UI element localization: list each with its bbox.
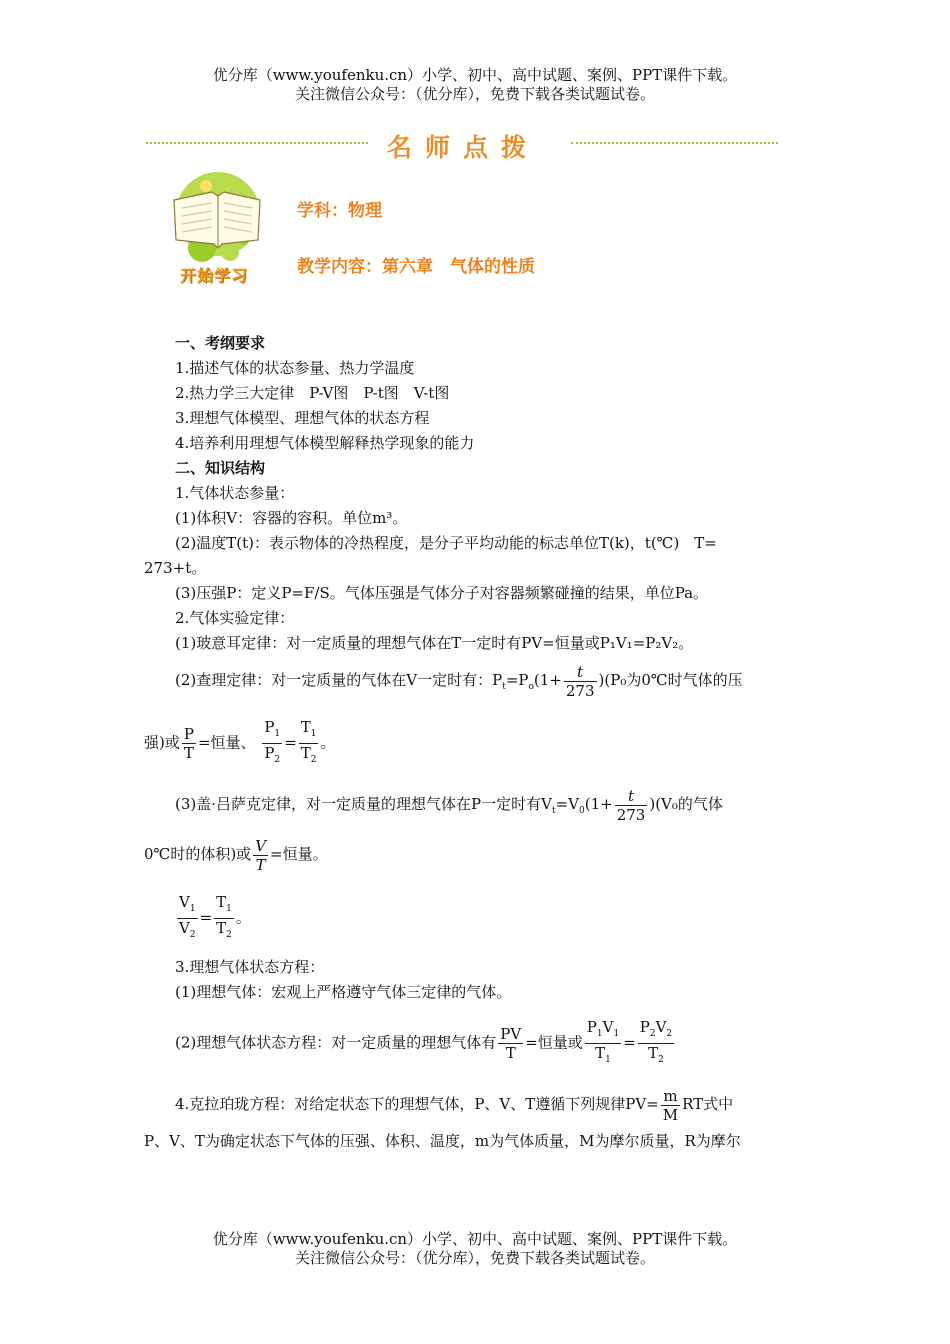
gay-lussac-line: (3)盖·吕萨克定律，对一定质量的理想气体在P一定时有$V_t=V_0(1+$ $\frac{t}{273}$ )(V₀的气体 bbox=[175, 786, 723, 824]
banner-divider-left bbox=[146, 142, 368, 144]
requirement-2: 2.热力学三大定律 P-V图 P-t图 V-t图 bbox=[175, 384, 450, 402]
header-line-2: 关注微信公众号：（优分库），免费下载各类试题试卷。 bbox=[294, 85, 655, 103]
ideal-gas-equation: (2)理想气体状态方程：对一定质量的理想气体有 $\frac{PV}{T}$ =恒量或 $\frac{P_1V_1}{T_1}$ = $\frac{P_2V_2}{T_2}$ bbox=[175, 1018, 676, 1069]
v-over-t: $\frac{V}{T}$ bbox=[255, 836, 267, 874]
charles-ratio-suffix: =恒量、 bbox=[197, 733, 256, 752]
boyle-law: (1)玻意耳定律：对一定质量的理想气体在T一定时有PV=恒量或P₁V₁=P₂V₂。 bbox=[175, 634, 694, 652]
logo-caption: 开始学习 bbox=[180, 266, 249, 285]
p1v1-over-t1: $\frac{P_1V_1}{T_1}$ bbox=[586, 1018, 620, 1065]
charles-law-text: (2)查理定律：对一定质量的气体在V一定时有：P bbox=[175, 671, 503, 689]
gay-lussac-ratio-prefix: 0℃时的体积)或 bbox=[144, 845, 252, 863]
knowledge-2: 2.气体实验定律： bbox=[175, 609, 295, 627]
section-banner bbox=[146, 128, 778, 162]
header-line-1: 优分库（www.youfenku.cn）小学、初中、高中试题、案例、PPT课件下载。 bbox=[212, 66, 738, 84]
page-header bbox=[0, 66, 950, 104]
gay-lussac-ratio-suffix: =恒量。 bbox=[270, 845, 328, 863]
footer-line-1: 优分库（www.youfenku.cn）小学、初中、高中试题、案例、PPT课件下载。 bbox=[212, 1230, 738, 1248]
requirement-4: 4.培养利用理想气体模型解释热学现象的能力 bbox=[175, 434, 475, 452]
gay-lussac-ratio bbox=[144, 832, 328, 876]
banner-title: 名师点拨 bbox=[386, 133, 539, 162]
clapeyron-text: 4.克拉珀珑方程：对给定状态下的理想气体，P、V、T遵循下列规律PV= bbox=[175, 1095, 659, 1113]
start-learning-logo bbox=[160, 170, 272, 290]
charles-law-ratio: 强)或 $\frac{P}{T}$ =恒量、 $\frac{P_1}{P_2}$ = $\frac{T_1}{T_2}$ 。 bbox=[144, 718, 335, 769]
section-2-title: 二、知识结构 bbox=[175, 459, 266, 477]
p-over-t: $\frac{P}{T}$ bbox=[183, 725, 194, 762]
charles-law-line: (2)查理定律：对一定质量的气体在V一定时有：$P_t=P_o(1+$ $\frac{t}{273}$ )(P₀为0℃时气体的压 bbox=[175, 662, 743, 700]
charles-fraction: $\frac{t}{273}$ bbox=[565, 662, 595, 700]
ideal-gas-mid: =恒量或 bbox=[525, 1033, 583, 1052]
subject-label: 学科：物理 bbox=[297, 201, 382, 221]
page-footer bbox=[0, 1230, 950, 1268]
requirement-1: 1.描述气体的状态参量、热力学温度 bbox=[175, 359, 415, 377]
t1-over-t2-b: $\frac{T_1}{T_2}$ bbox=[216, 893, 232, 940]
clapeyron-suffix: RT式中 bbox=[682, 1095, 734, 1113]
knowledge-1-2b: 273+t。 bbox=[144, 559, 207, 577]
gay-lussac-fraction: $\frac{t}{273}$ bbox=[616, 786, 646, 824]
content-label: 教学内容：第六章 气体的性质 bbox=[297, 257, 535, 277]
section-1-title: 一、考纲要求 bbox=[175, 334, 266, 352]
gay-lussac-note: (V₀的气体 bbox=[655, 795, 723, 813]
open-book-icon bbox=[160, 170, 272, 266]
charles-ratio-prefix: 强)或 bbox=[144, 733, 180, 752]
knowledge-1-1: (1)体积V：容器的容积。单位m³。 bbox=[175, 509, 408, 527]
knowledge-3: 3.理想气体状态方程： bbox=[175, 958, 325, 976]
knowledge-1-2a: (2)温度T(t)：表示物体的冷热程度，是分子平均动能的标志单位T(k)，t(℃) T= bbox=[175, 534, 717, 552]
gay-lussac-text: (3)盖·吕萨克定律，对一定质量的理想气体在P一定时有V bbox=[175, 795, 552, 813]
t1-over-t2: $\frac{T_1}{T_2}$ bbox=[300, 718, 317, 765]
knowledge-1-3: (3)压强P：定义P=F/S。气体压强是气体分子对容器频繁碰撞的结果，单位Pa。 bbox=[175, 584, 709, 602]
clapeyron-equation bbox=[175, 1082, 733, 1126]
p1-over-p2: $\frac{P_1}{P_2}$ bbox=[264, 718, 281, 765]
requirement-3: 3.理想气体模型、理想气体的状态方程 bbox=[175, 409, 430, 427]
m-over-M: $\frac{m}{M}$ bbox=[662, 1086, 679, 1124]
footer-line-2: 关注微信公众号：（优分库），免费下载各类试题试卷。 bbox=[294, 1249, 655, 1267]
banner-divider-right bbox=[571, 142, 778, 144]
charles-law-note: (P₀为0℃时气体的压 bbox=[604, 671, 743, 689]
clapeyron-explanation: P、V、T为确定状态下气体的压强、体积、温度，m为气体质量，M为摩尔质量，R为摩尔 bbox=[144, 1132, 741, 1150]
ideal-gas-text: (2)理想气体状态方程：对一定质量的理想气体有 bbox=[175, 1033, 497, 1052]
volume-temperature-ratio: $\frac{V_1}{V_2}$ = $\frac{T_1}{T_2}$ 。 bbox=[175, 893, 251, 944]
knowledge-3-1: (1)理想气体：宏观上严格遵守气体三定律的气体。 bbox=[175, 983, 512, 1001]
knowledge-1: 1.气体状态参量： bbox=[175, 484, 295, 502]
p2v2-over-t2: $\frac{P_2V_2}{T_2}$ bbox=[639, 1018, 673, 1065]
v1-over-v2: $\frac{V_1}{V_2}$ bbox=[179, 893, 196, 940]
pv-over-t: $\frac{PV}{T}$ bbox=[500, 1025, 522, 1062]
